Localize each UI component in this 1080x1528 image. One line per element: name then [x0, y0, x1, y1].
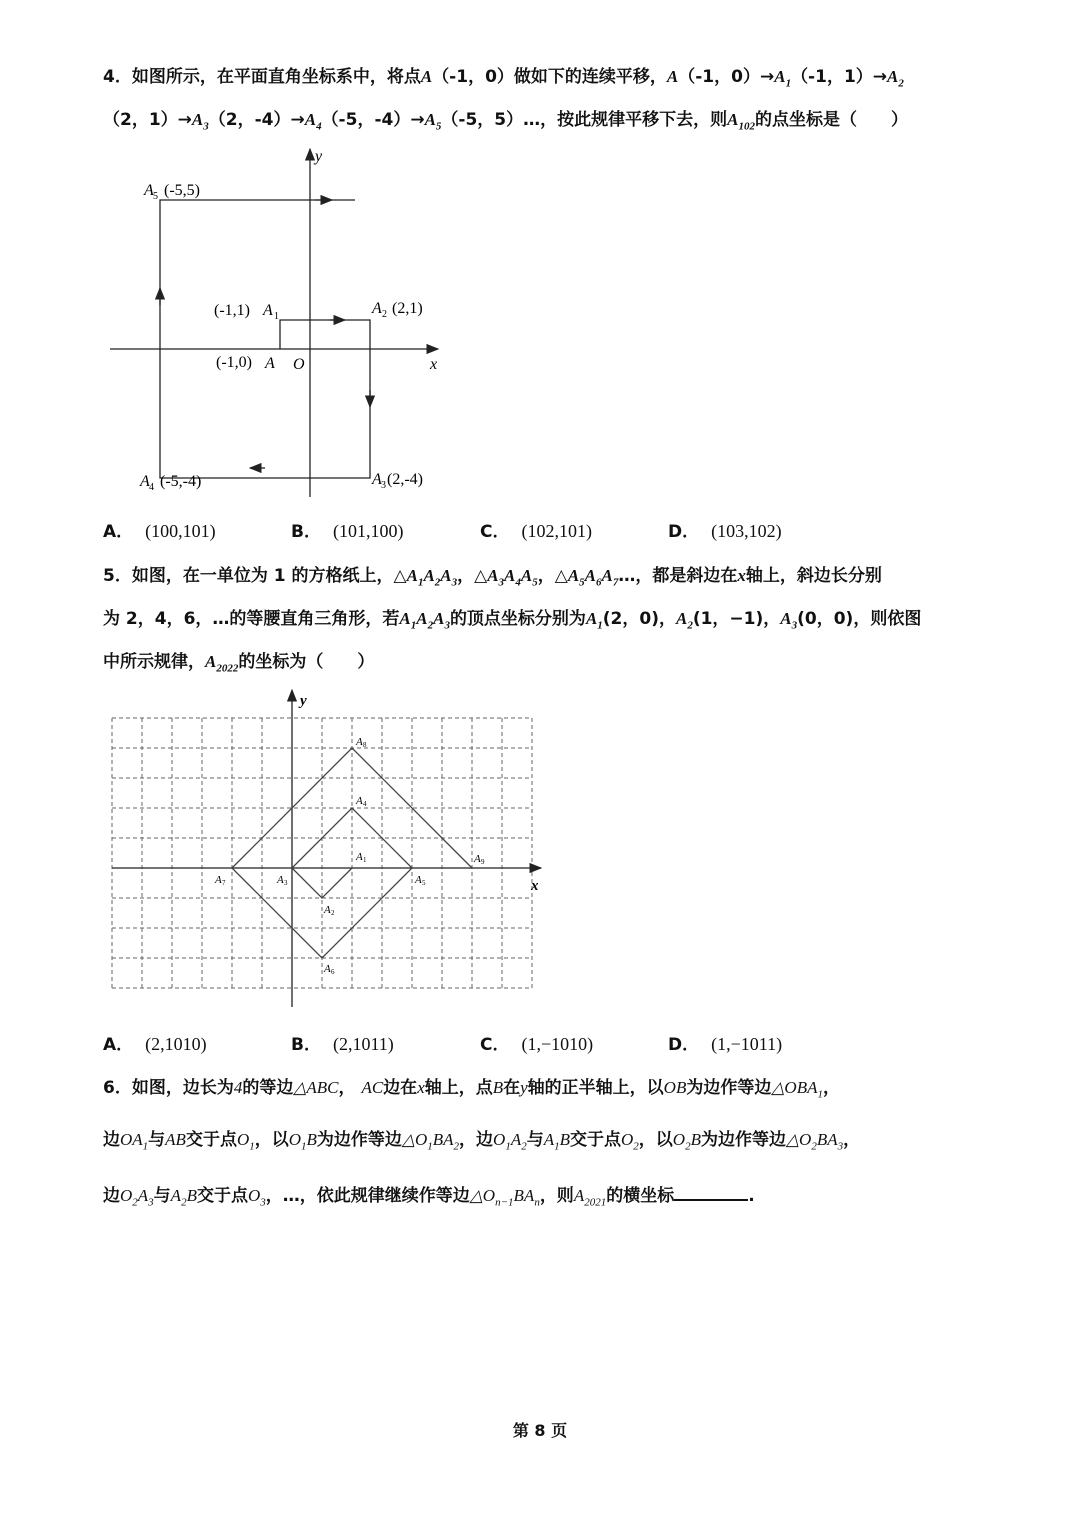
- svg-text:8: 8: [363, 741, 367, 749]
- coord-A5: (-5,5): [164, 182, 200, 199]
- svg-text:4: 4: [363, 800, 367, 808]
- label-A5: A: [144, 182, 154, 199]
- coord-A4: (-5,-4): [160, 473, 202, 490]
- label-A2: A: [324, 904, 331, 916]
- q4-option-d[interactable]: D． (103,102): [668, 521, 782, 542]
- q5-option-c[interactable]: C． (1,−1010): [480, 1034, 594, 1055]
- label-A: A: [265, 355, 275, 372]
- svg-text:1: 1: [274, 311, 279, 322]
- q5-grid-figure: [105, 685, 550, 1015]
- label-O: O: [293, 356, 305, 373]
- q6-line-2: 边$OA_1$与AB交于点$O_1$，以$O_1B$为边作等边$\triangle O_1BA_2$，边$O_1A_2$与$A_1B$交于点$O_2$，以$O_2B$为边作等边$\triangle O_2BA_3$，: [103, 1130, 861, 1153]
- coord-A1: (-1,1): [214, 302, 250, 319]
- coord-A2: (2,1): [392, 300, 423, 317]
- q5-line-2: 为 2，4，6，…的等腰直角三角形，若$A_1A_2A_3$的顶点坐标分别为$A_1(2$，0)，$A_2(1$，−1)，$A_3(0$，0)，则依图: [103, 609, 922, 632]
- q4-number: 4．: [103, 67, 132, 87]
- label-A3: A: [277, 874, 284, 886]
- label-A4: A: [356, 795, 363, 807]
- svg-text:2: 2: [382, 309, 387, 320]
- label-y: y: [315, 148, 323, 165]
- label-A7: A: [215, 874, 222, 886]
- svg-text:3: 3: [284, 879, 288, 887]
- q4-line-1: 4．如图所示，在平面直角坐标系中，将点A（-1，0）做如下的连续平移，A（-1，$0)\to A_1(-1$，$1)\to A_2$: [103, 67, 904, 90]
- label-A4: A: [140, 473, 150, 490]
- translation-path: [160, 200, 370, 478]
- svg-text:3: 3: [381, 480, 386, 491]
- q4-translation-figure: [100, 145, 460, 505]
- q5-option-a[interactable]: A． (2,1010): [103, 1034, 207, 1055]
- q6-line-1: 6．如图，边长为4的等边△ABC， AC边在x轴上，点B在y轴的正半轴上，以OB为边作等边$\triangle OBA_1$，: [103, 1078, 840, 1101]
- coord-A3: (2,-4): [387, 471, 423, 488]
- svg-text:9: 9: [481, 858, 485, 866]
- label-x: x: [531, 878, 539, 894]
- q6-number: 6．: [103, 1078, 132, 1098]
- label-A8: A: [356, 736, 363, 748]
- label-A1: A: [263, 302, 273, 319]
- q5-line-3: 中所示规律，$A_{2022}$的坐标为（ ）: [103, 652, 375, 675]
- label-A3: A: [372, 471, 382, 488]
- label-A6: A: [324, 963, 331, 975]
- answer-blank[interactable]: [674, 1183, 748, 1201]
- svg-text:1: 1: [363, 856, 367, 864]
- q4-line-2: （2，$1)\to A_3(2$，$-4)\to A_4(-5$，$-4)\to A_5(-5$，5）…，按此规律平移下去，则$A_{102}$的点坐标是（ ）: [103, 110, 908, 133]
- q4-option-c[interactable]: C． (102,101): [480, 521, 592, 542]
- q5-number: 5．: [103, 566, 132, 586]
- svg-text:5: 5: [422, 879, 426, 887]
- q5-option-d[interactable]: D． (1,−1011): [668, 1034, 783, 1055]
- label-A1: A: [356, 851, 363, 863]
- label-A5: A: [415, 874, 422, 886]
- label-x: x: [430, 356, 438, 373]
- q4-option-b[interactable]: B． (101,100): [291, 521, 404, 542]
- q4-option-a[interactable]: A． (100,101): [103, 521, 216, 542]
- q5-option-b[interactable]: B． (2,1011): [291, 1034, 394, 1055]
- dashed-grid: [112, 718, 532, 988]
- label-y: y: [300, 693, 307, 709]
- label-A2: A: [372, 300, 382, 317]
- page-footer: 第 8 页: [512, 1421, 568, 1440]
- svg-text:6: 6: [331, 968, 335, 976]
- svg-text:7: 7: [222, 879, 226, 887]
- q6-line-3: 边$O_2A_3$与$A_2B$交于点$O_3$，…，依此规律继续作等边$\triangle O_{n-1}BA_n$，则$A_{2021}$的横坐标 .: [103, 1181, 755, 1208]
- q5-line-1: 5．如图，在一单位为 1 的方格纸上，$\triangle A_1A_2A_3$，$\triangle A_3A_4A_5$，$\triangle A_5A_6A_7\dots$，都是斜边在x轴上，斜边长分别: [103, 566, 882, 589]
- svg-text:5: 5: [153, 191, 158, 202]
- coord-A: (-1,0): [216, 354, 252, 371]
- label-A9: A: [474, 853, 481, 865]
- svg-text:4: 4: [149, 482, 154, 493]
- svg-text:2: 2: [331, 909, 335, 917]
